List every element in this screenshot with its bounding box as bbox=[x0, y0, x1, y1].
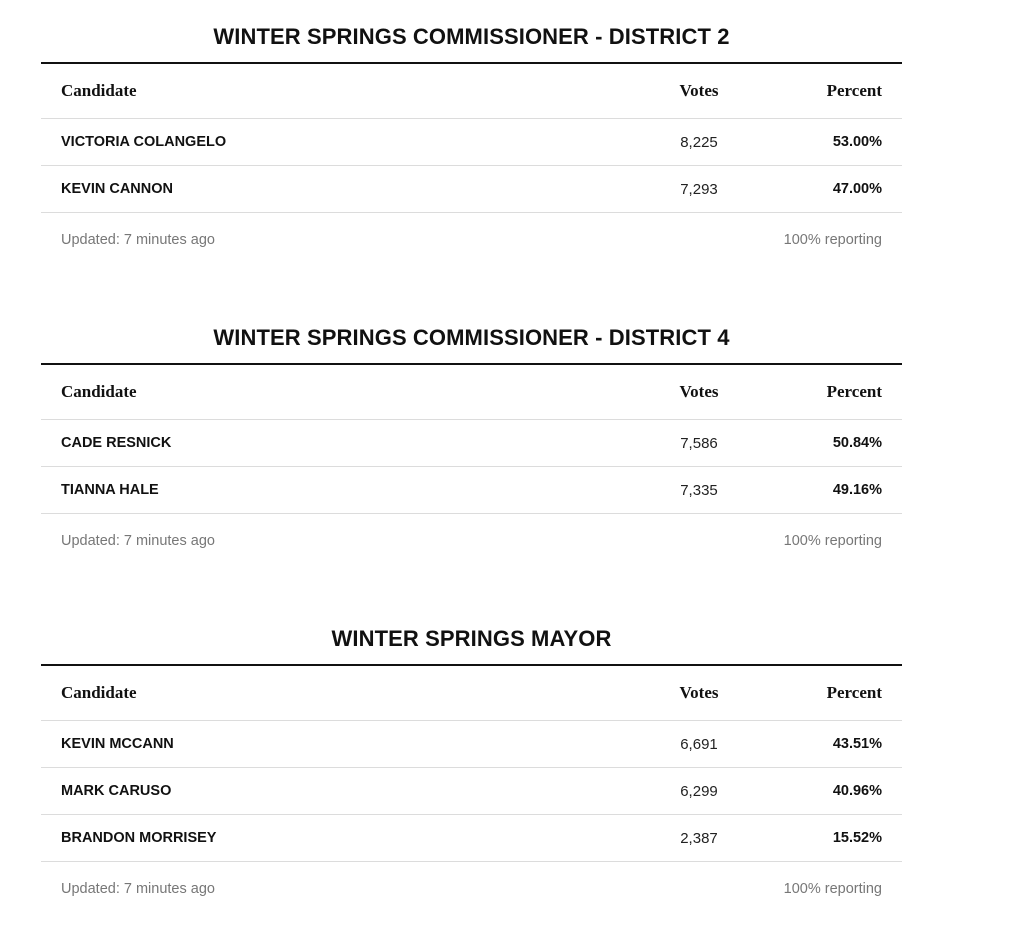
table-row bbox=[41, 119, 902, 166]
header-candidate: Candidate bbox=[41, 364, 644, 420]
header-candidate: Candidate bbox=[41, 665, 644, 721]
candidate-name: MARK CARUSO bbox=[41, 768, 644, 815]
candidate-votes: 7,586 bbox=[644, 420, 754, 467]
candidate-name: KEVIN MCCANN bbox=[41, 721, 644, 768]
candidate-percent: 47.00% bbox=[754, 166, 902, 213]
reporting-status: 100% reporting bbox=[783, 881, 882, 897]
updated-timestamp: Updated: 7 minutes ago bbox=[61, 881, 215, 897]
header-votes: Votes bbox=[644, 665, 754, 721]
race-title: WINTER SPRINGS COMMISSIONER - DISTRICT 2 bbox=[213, 24, 730, 49]
candidate-votes: 6,299 bbox=[644, 768, 754, 815]
candidate-percent: 43.51% bbox=[754, 721, 902, 768]
candidate-votes: 2,387 bbox=[644, 815, 754, 862]
table-header-row bbox=[41, 63, 902, 119]
header-candidate: Candidate bbox=[41, 63, 644, 119]
candidate-percent: 53.00% bbox=[754, 119, 902, 166]
table-row bbox=[41, 166, 902, 213]
candidate-name: TIANNA HALE bbox=[41, 467, 644, 514]
header-votes: Votes bbox=[644, 364, 754, 420]
table-row bbox=[41, 768, 902, 815]
candidate-name: KEVIN CANNON bbox=[41, 166, 644, 213]
results-table bbox=[41, 664, 902, 862]
race-footer bbox=[41, 514, 902, 570]
candidate-percent: 40.96% bbox=[754, 768, 902, 815]
candidate-votes: 8,225 bbox=[644, 119, 754, 166]
header-percent: Percent bbox=[754, 63, 902, 119]
candidate-percent: 49.16% bbox=[754, 467, 902, 514]
candidate-name: VICTORIA COLANGELO bbox=[41, 119, 644, 166]
race-title: WINTER SPRINGS COMMISSIONER - DISTRICT 4 bbox=[213, 325, 730, 350]
results-table bbox=[41, 62, 902, 213]
candidate-name: BRANDON MORRISEY bbox=[41, 815, 644, 862]
updated-timestamp: Updated: 7 minutes ago bbox=[61, 232, 215, 248]
updated-timestamp: Updated: 7 minutes ago bbox=[61, 533, 215, 549]
table-row bbox=[41, 420, 902, 467]
header-votes: Votes bbox=[644, 63, 754, 119]
race-footer bbox=[41, 862, 902, 918]
results-table bbox=[41, 363, 902, 514]
candidate-votes: 7,335 bbox=[644, 467, 754, 514]
race-district-4 bbox=[41, 325, 902, 549]
candidate-percent: 50.84% bbox=[754, 420, 902, 467]
race-district-2 bbox=[41, 24, 902, 248]
reporting-status: 100% reporting bbox=[783, 533, 882, 549]
race-footer bbox=[41, 213, 902, 269]
header-percent: Percent bbox=[754, 665, 902, 721]
race-title: WINTER SPRINGS MAYOR bbox=[331, 626, 612, 651]
table-row bbox=[41, 467, 902, 514]
candidate-percent: 15.52% bbox=[754, 815, 902, 862]
race-mayor bbox=[41, 626, 902, 897]
candidate-name: CADE RESNICK bbox=[41, 420, 644, 467]
table-row bbox=[41, 815, 902, 862]
candidate-votes: 7,293 bbox=[644, 166, 754, 213]
candidate-votes: 6,691 bbox=[644, 721, 754, 768]
header-percent: Percent bbox=[754, 364, 902, 420]
table-header-row bbox=[41, 364, 902, 420]
reporting-status: 100% reporting bbox=[783, 232, 882, 248]
table-header-row bbox=[41, 665, 902, 721]
table-row bbox=[41, 721, 902, 768]
